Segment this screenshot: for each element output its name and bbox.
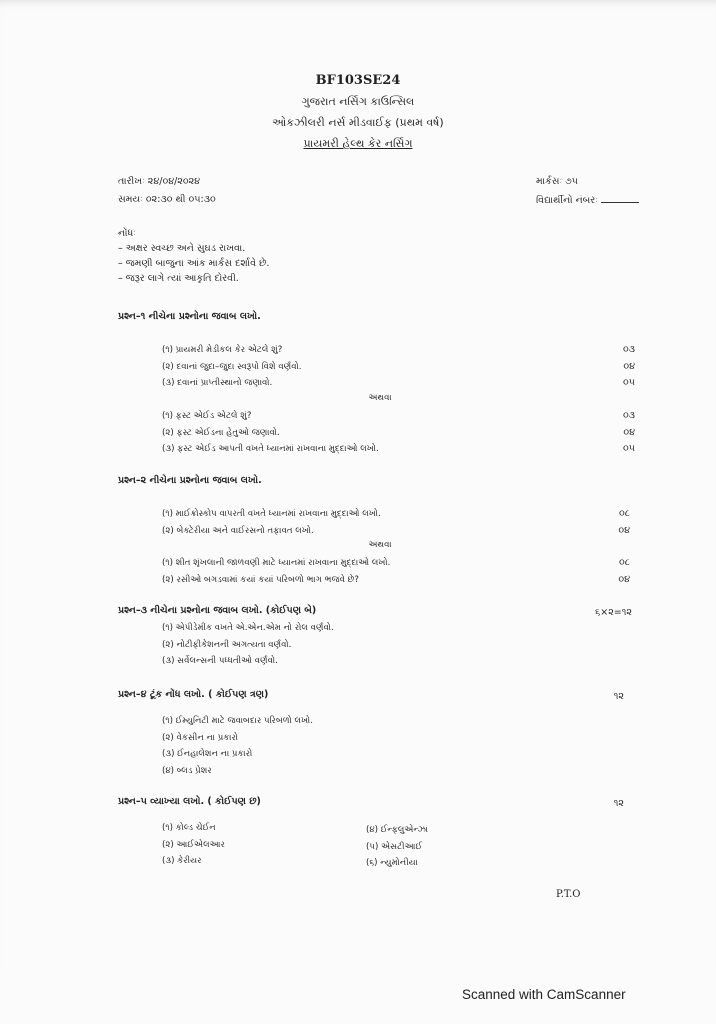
question-2-part-b [162,555,390,588]
pto-label: P.T.O [556,889,581,900]
item-marks: ૦૪ [618,573,630,585]
note-item: – જરૂર લાગે ત્યાં આકૃતિ દોરવી. [118,273,239,284]
item-marks: ૦૪ [623,360,635,372]
question-item: (૨) વેકસીન ના પ્રકારો [162,732,239,743]
notes-section [118,226,269,286]
question-item: (૧) ઈમ્યુનિટી માટે જવાબદાર પરિબળો લખો. [162,716,313,726]
question-5-title: પ્રશ્ન–૫ વ્યાખ્યા લખો. ( કોઈપણ છ) [118,796,261,807]
question-item: (૪) ઈન્ફલુએન્ઝા [366,825,429,835]
question-item: (૧) કોલ્ડ ચેઈન [162,823,216,833]
seat-number-label: વિદ્યાર્થીનો નંબરઃ [536,195,598,206]
item-marks: ૦૪ [618,524,630,536]
or-separator: અથવા [368,540,392,550]
question-5-marks: ૧૨ [613,798,624,809]
note-item: – જમણી બાજુના આંક માર્કસ દર્શાવે છે. [118,258,270,269]
question-1-part-b-marks [575,408,635,458]
question-item: (૨) નોટીફીકેશનની અગત્યતા વર્ણવો. [162,639,292,650]
question-5-right-column [366,822,428,872]
question-item: (૧) પ્રાયમરી મેડીકલ કેર એટલે શું? [162,345,283,355]
question-item: (૩) દવાનાં પ્રાપ્તીસ્થાનો જણાવો. [162,378,273,388]
question-item: (૧) એપીડેમીક વખતે એ.એન.એમ નો રોલ વર્ણવો. [162,623,334,633]
paper-code: BF103SE24 [315,73,401,88]
item-marks: ૦૪ [623,426,635,438]
question-2-title: પ્રશ્ન–૨ નીચેના પ્રશ્નોના જવાબ લખો. [118,475,262,486]
item-marks: ૦૩ [622,344,635,355]
notes-title: નોંધઃ [118,228,136,239]
question-4-marks: ૧૨ [613,691,624,702]
item-marks: ૦૮ [619,508,630,519]
question-item: (૨) રસીઓ બગડવામાં કયાં કયાં પરિબળો ભાગ ભજવે છે? [162,574,359,585]
question-item: (૧) શીત શૃંખલાની જાળવણી માટે ધ્યાનમાં રાખવાના મુદ્દાઓ લખો. [162,558,391,568]
question-item: (૨) દવાનાં જુદા–જુદા સ્વરૂપો વિશે વર્ણવો. [162,361,302,372]
question-item: (૪) બ્લડ પ્રેશર [162,765,212,776]
exam-time: સમયઃ ૦૨:૩૦ થી ૦૫:૩૦ [118,194,216,205]
question-4-items [162,713,313,779]
question-3-marks: ૬×૨=૧૨ [594,607,632,618]
item-marks: ૦૩ [622,410,635,421]
course-name: ઓકઝીલરી નર્સ મીડવાઈફ (પ્રથમ વર્ષ) [272,116,444,129]
note-item: – અક્ષર સ્વચ્છ અને સુઘડ રાખવા. [118,243,246,254]
question-item: (૨) ફસ્ટ એઈડના હેતુઓ જણાવો. [162,427,280,438]
question-1-part-b [162,408,379,458]
question-item: (૨) આઈએલઆર [162,839,225,850]
question-2-part-a-marks [570,506,630,539]
question-3-items [162,620,334,670]
question-item: (૩) કેરીયર [162,856,202,866]
question-2-part-a [162,506,381,539]
question-item: (૨) બેક્ટેરીયા અને વાઈરસનો તફાવત લખો. [162,525,314,536]
council-name: ગુજરાત નર્સિંગ કાઉન્સિલ [301,95,415,108]
item-marks: ૦૫ [623,443,635,454]
question-item: (૬) ન્યુમોનીયા [366,858,418,868]
question-1-part-a-marks [575,342,635,392]
question-item: (૩) ફસ્ટ એઈડ આપતી વખતે ધ્યાનમાં રાખવાના મુદ્દાઓ લખો. [162,444,379,454]
seat-number-blank [601,194,639,203]
camscanner-watermark: Scanned with CamScanner [462,987,626,1002]
item-marks: ૦૮ [619,557,630,568]
question-5-left-column [162,820,225,870]
question-3-title: પ્રશ્ન–૩ નીચેના પ્રશ્નોના જવાબ લખો. (કોઈપણ બે) [118,605,317,616]
question-item: (૧) ફસ્ટ એઈડ એટલે શું? [162,411,252,421]
question-1-part-a [162,342,301,392]
question-4-title: પ્રશ્ન–૪ ટૂંક નોંધ લખો. ( કોઈપણ ત્રણ) [118,689,269,700]
or-separator: અથવા [368,393,392,403]
question-item: (૩) સર્વેલન્સની પધ્ધતીઓ વર્ણવો. [162,656,278,666]
item-marks: ૦૫ [623,377,635,388]
question-item: (૩) ઈનહાલેશન ના પ્રકારો [162,749,253,759]
question-item: (૫) એસટીઆઈ [366,841,423,852]
question-item: (૧) માઈક્રોસ્કોપ વાપરતી વખતે ધ્યાનમાં રાખવાના મુદ્દાઓ લખો. [162,509,381,519]
question-1-title: પ્રશ્ન–૧ નીચેના પ્રશ્નોના જવાબ લખો. [118,311,261,322]
subject-title: પ્રાયમરી હેલ્થ કેર નર્સિંગ [303,137,413,150]
exam-date: તારીખઃ ૨૪/૦૪/૨૦૨૪ [118,176,201,187]
total-marks: માર્કસઃ ૭૫ [536,176,579,187]
seat-number-row [536,194,639,206]
question-2-part-b-marks [570,555,630,588]
